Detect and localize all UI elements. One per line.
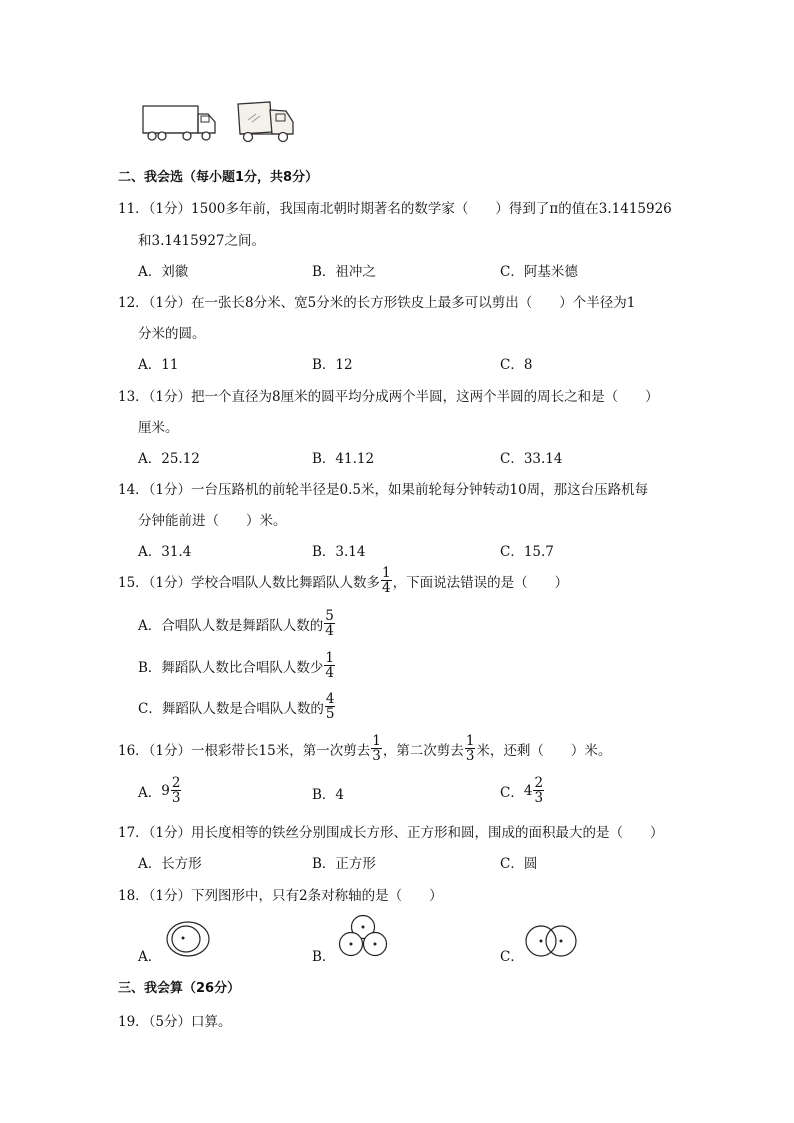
question-number: 12．（1分） — [118, 295, 192, 311]
q14-option-c[interactable]: C．15.7 — [500, 544, 554, 560]
q11-option-c[interactable]: C．阿基米德 — [500, 264, 578, 280]
q11-option-a[interactable]: A．刘徽 — [138, 264, 189, 280]
question-number: 18．（1分） — [118, 888, 192, 904]
section-3-heading: 三、我会算（26分） — [118, 981, 241, 996]
question-13 — [118, 385, 659, 405]
option-text: C．舞蹈队人数是合唱队人数的 — [138, 700, 324, 717]
question-16 — [118, 734, 611, 763]
fraction: $\frac{2}{3}$ — [534, 775, 544, 806]
question-number: 13．（1分） — [118, 389, 192, 405]
truck-long-icon — [142, 104, 218, 144]
q15-option-a[interactable] — [138, 609, 336, 638]
question-text-end: 米，还剩（ ）米。 — [476, 742, 612, 759]
fraction: $\frac{1}{3}$ — [465, 733, 475, 764]
question-text: 学校合唱队人数比舞蹈队人数多 — [191, 574, 381, 591]
question-18 — [118, 884, 443, 904]
option-text: A．合唱队人数是舞蹈队人数的 — [138, 617, 324, 634]
question-number: 17．（1分） — [118, 825, 192, 841]
question-17 — [118, 821, 664, 841]
q15-option-c[interactable] — [138, 692, 336, 721]
q12-option-b[interactable]: B．12 — [312, 357, 353, 373]
q12-option-c[interactable]: C．8 — [500, 357, 533, 373]
option-label: A． — [138, 784, 162, 801]
question-number: 14．（1分） — [118, 482, 192, 498]
q13-option-a[interactable]: A．25.12 — [138, 451, 200, 467]
question-text: 把一个直径为8厘米的圆平均分成两个半圆，这两个半圆的周长之和是（ ） — [191, 389, 659, 405]
question-text: 一台压路机的前轮半径是0.5米，如果前轮每分钟转动10周，那这台压路机每 — [191, 482, 649, 498]
question-12-line2: 分米的圆。 — [138, 326, 206, 342]
fraction: $\frac{2}{3}$ — [171, 775, 181, 806]
question-number: 16．（1分） — [118, 742, 192, 759]
question-11-line2: 和3.1415927之间。 — [138, 233, 266, 249]
question-number: 15．（1分） — [118, 574, 192, 591]
q16-option-b[interactable]: B．4 — [312, 787, 345, 803]
question-number: 11．（1分） — [118, 201, 192, 217]
question-text: 在一张长8分米、宽5分米的长方形铁皮上最多可以剪出（ ）个半径为1 — [191, 295, 636, 311]
mixed-whole: 4 — [523, 782, 533, 799]
q18-option-c[interactable]: C． — [500, 949, 524, 965]
question-14-line2: 分钟能前进（ ）米。 — [138, 513, 287, 529]
q18-option-a[interactable]: A． — [138, 949, 162, 965]
three-circles-icon — [336, 914, 390, 958]
truck-box-icon — [236, 100, 296, 144]
q14-option-a[interactable]: A．31.4 — [138, 544, 192, 560]
fraction: $\frac{1}{4}$ — [382, 565, 391, 596]
question-11 — [118, 197, 672, 217]
option-text: B．舞蹈队人数比合唱队人数少 — [138, 659, 324, 676]
fraction: $\frac{1}{4}$ — [325, 650, 335, 681]
q11-option-b[interactable]: B．祖冲之 — [312, 264, 376, 280]
q12-option-a[interactable]: A．11 — [138, 357, 179, 373]
q14-option-b[interactable]: B．3.14 — [312, 544, 366, 560]
mixed-whole: 9 — [161, 782, 170, 799]
question-text: 下列图形中，只有2条对称轴的是（ ） — [191, 888, 443, 904]
question-14 — [118, 478, 648, 498]
q17-option-c[interactable]: C．圆 — [500, 856, 538, 872]
q13-option-b[interactable]: B．41.12 — [312, 451, 375, 467]
question-text-end: ，下面说法错误的是（ ） — [392, 574, 569, 591]
concentric-circles-icon — [164, 920, 214, 960]
fraction: $\frac{1}{3}$ — [372, 733, 381, 764]
option-label: C． — [500, 784, 524, 801]
question-text: 1500多年前，我国南北朝时期著名的数学家（ ）得到了π的值在3.1415926 — [191, 201, 672, 217]
two-overlapping-circles-icon — [524, 924, 580, 958]
q13-option-c[interactable]: C．33.14 — [500, 451, 563, 467]
fraction: $\frac{4}{5}$ — [325, 691, 335, 722]
question-text: 一根彩带长15米，第一次剪去 — [191, 742, 371, 759]
question-number: 19．（5分） — [118, 1014, 192, 1030]
fraction: $\frac{5}{4}$ — [325, 608, 334, 639]
question-13-line2: 厘米。 — [138, 420, 179, 436]
q15-option-b[interactable] — [138, 651, 336, 680]
question-19 — [118, 1010, 232, 1030]
section-2-heading: 二、我会选（每小题1分，共8分） — [118, 170, 319, 185]
q16-option-a[interactable] — [138, 776, 182, 805]
question-text: 用长度相等的铁丝分别围成长方形、正方形和圆，围成的面积最大的是（ ） — [191, 825, 664, 841]
question-text: 口算。 — [191, 1014, 232, 1030]
question-15 — [118, 566, 568, 595]
question-text-mid: ，第二次剪去 — [382, 742, 464, 759]
q17-option-a[interactable]: A．长方形 — [138, 856, 202, 872]
question-12 — [118, 291, 635, 311]
q18-option-b[interactable]: B． — [312, 949, 336, 965]
q16-option-c[interactable] — [500, 776, 545, 805]
q17-option-b[interactable]: B．正方形 — [312, 856, 376, 872]
